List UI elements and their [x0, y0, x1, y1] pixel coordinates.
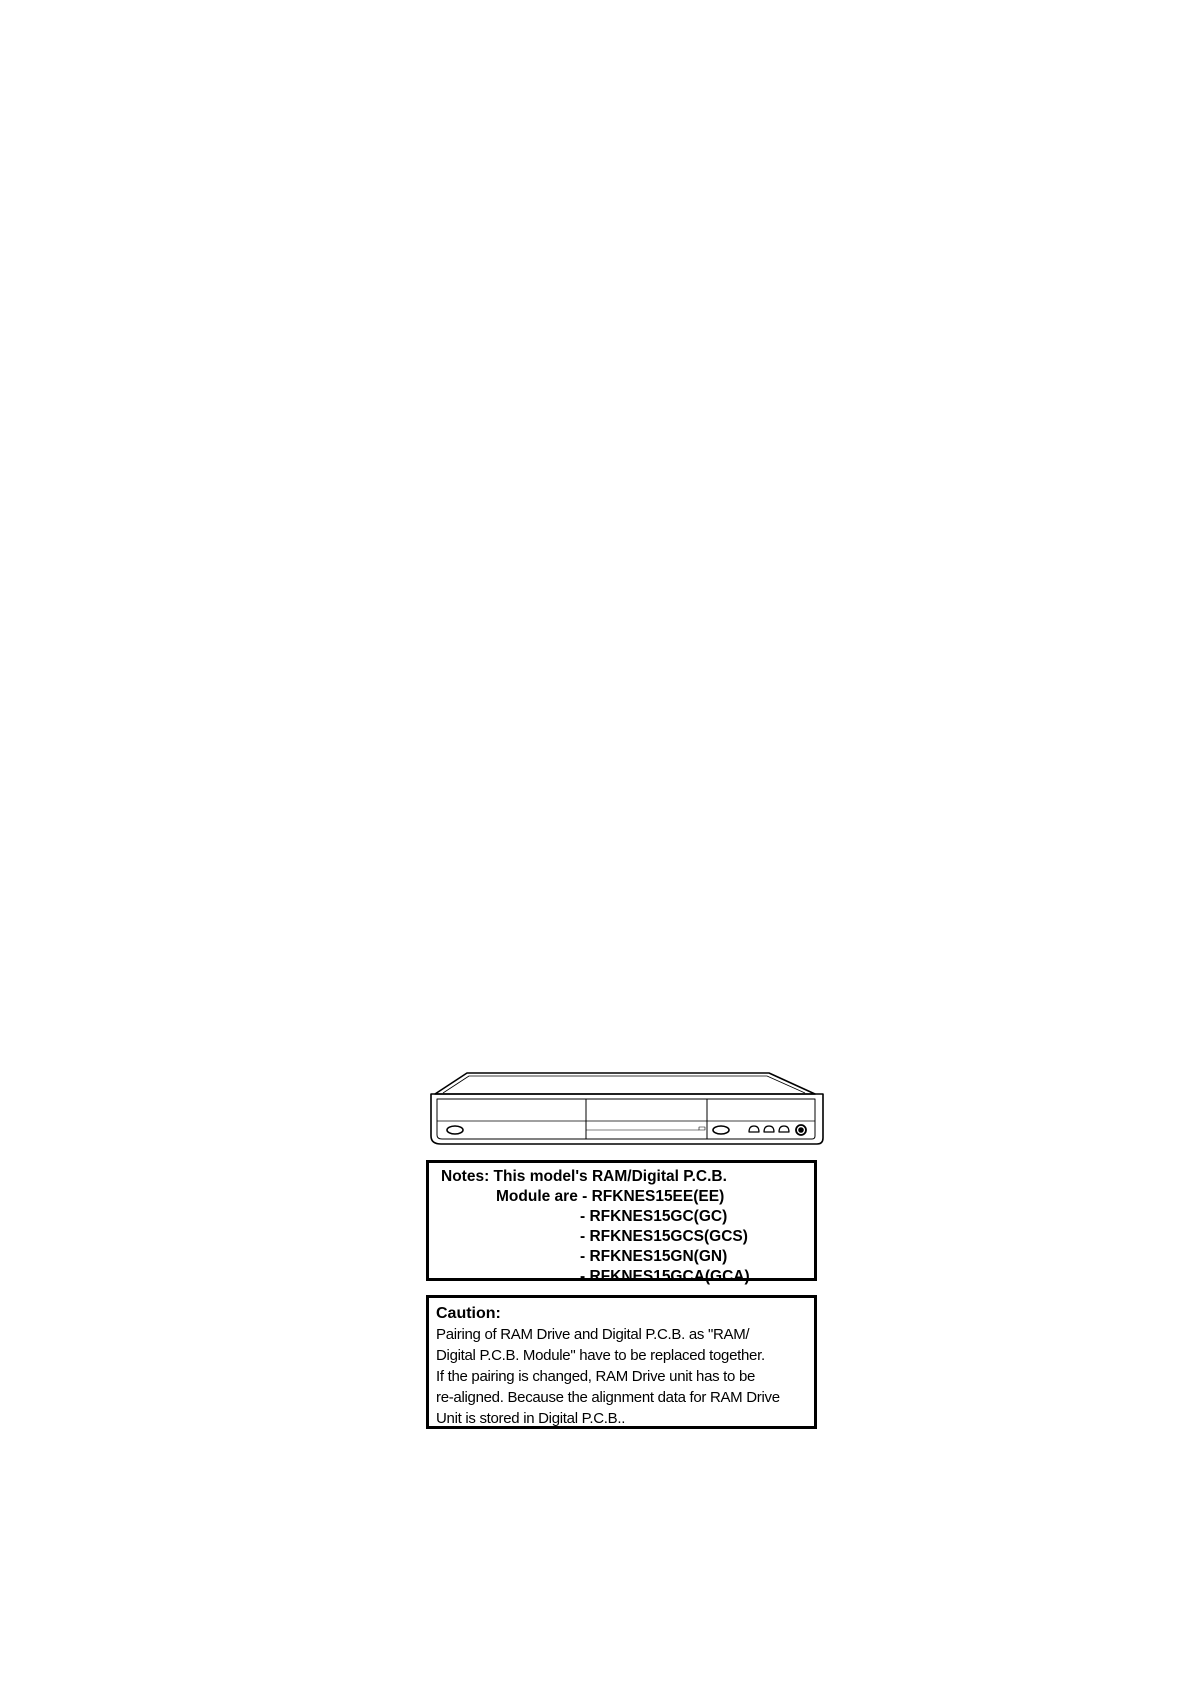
notes-model-item: - RFKNES15GCA(GCA).	[580, 1268, 754, 1285]
caution-line: Pairing of RAM Drive and Digital P.C.B. as "RAM/	[436, 1326, 750, 1343]
button-shape	[749, 1126, 759, 1132]
recorder-front-panel	[431, 1094, 823, 1144]
notes-model-item: - RFKNES15GC(GC)	[580, 1208, 728, 1225]
caution-box	[426, 1295, 817, 1429]
button-shape	[764, 1126, 774, 1132]
notes-model-item: - RFKNES15GN(GN)	[580, 1248, 728, 1265]
caution-line: Digital P.C.B. Module" have to be replaced together.	[436, 1347, 765, 1364]
caution-line: re-aligned. Because the alignment data for RAM Drive	[436, 1389, 780, 1406]
notes-box	[426, 1160, 817, 1285]
power-button-shape	[447, 1126, 463, 1134]
caution-line: Unit is stored in Digital P.C.B..	[436, 1410, 626, 1427]
button-shape	[779, 1126, 789, 1132]
notes-module-line: Module are - RFKNES15EE(EE)	[496, 1188, 725, 1205]
caution-title: Caution:	[436, 1305, 501, 1322]
notes-heading: Notes: This model's RAM/Digital P.C.B.	[441, 1168, 727, 1185]
notes-model-item: - RFKNES15GCS(GCS)	[580, 1228, 748, 1245]
caution-line: If the pairing is changed, RAM Drive unit has to be	[436, 1368, 756, 1385]
